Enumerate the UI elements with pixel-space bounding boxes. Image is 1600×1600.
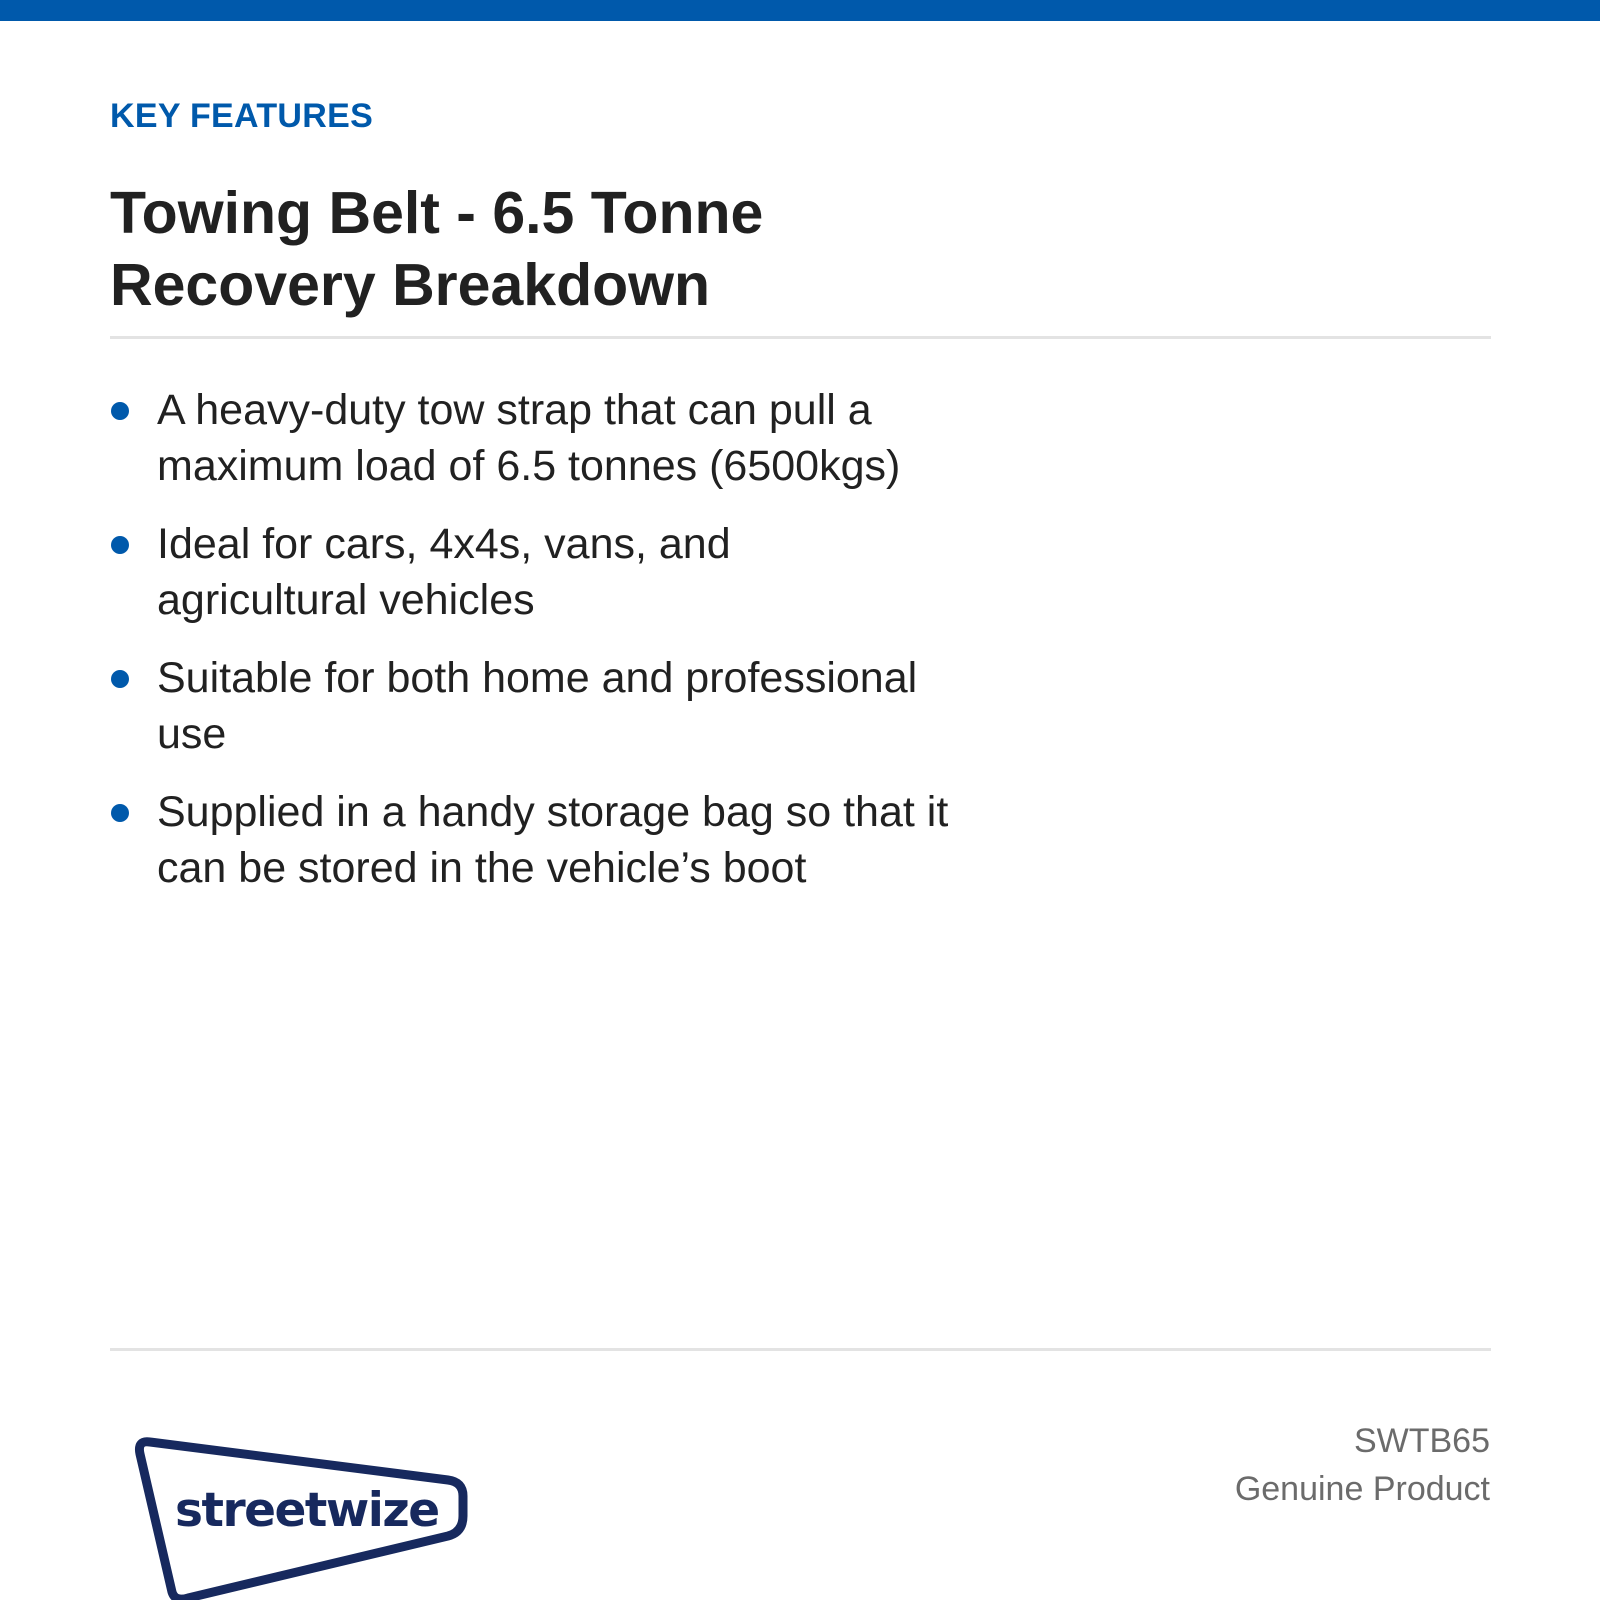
feature-text-line: use xyxy=(157,710,227,758)
section-eyebrow: KEY FEATURES xyxy=(110,97,374,135)
feature-text-line: Suitable for both home and professional xyxy=(157,654,918,702)
feature-item xyxy=(110,516,1070,628)
product-meta xyxy=(1235,1417,1490,1513)
logo-wordmark: streetwize xyxy=(175,1483,439,1538)
bullet-dot-icon xyxy=(111,670,129,688)
bullet-dot-icon xyxy=(111,804,129,822)
product-title-line: Towing Belt - 6.5 Tonne xyxy=(110,180,764,246)
sku-code: SWTB65 xyxy=(1353,1422,1490,1460)
feature-text-line: agricultural vehicles xyxy=(157,576,535,624)
bullet-dot-icon xyxy=(111,402,129,420)
feature-text-line: can be stored in the vehicle’s boot xyxy=(157,844,807,892)
feature-list xyxy=(110,382,1070,918)
feature-text-line: maximum load of 6.5 tonnes (6500kgs) xyxy=(157,442,901,490)
genuine-product-label: Genuine Product xyxy=(1234,1470,1490,1508)
feature-item xyxy=(110,784,1070,896)
streetwize-logo xyxy=(128,1432,473,1600)
top-accent-bar xyxy=(0,0,1600,21)
feature-text-line: Supplied in a handy storage bag so that it xyxy=(157,788,949,836)
feature-text-line: A heavy-duty tow strap that can pull a xyxy=(157,386,872,434)
feature-text-line: Ideal for cars, 4x4s, vans, and xyxy=(157,520,731,568)
feature-item xyxy=(110,650,1070,762)
feature-item xyxy=(110,382,1070,494)
product-title-line: Recovery Breakdown xyxy=(110,252,711,318)
bullet-dot-icon xyxy=(111,536,129,554)
product-title xyxy=(110,177,1010,321)
footer-divider xyxy=(110,1348,1491,1351)
title-divider xyxy=(110,336,1491,339)
